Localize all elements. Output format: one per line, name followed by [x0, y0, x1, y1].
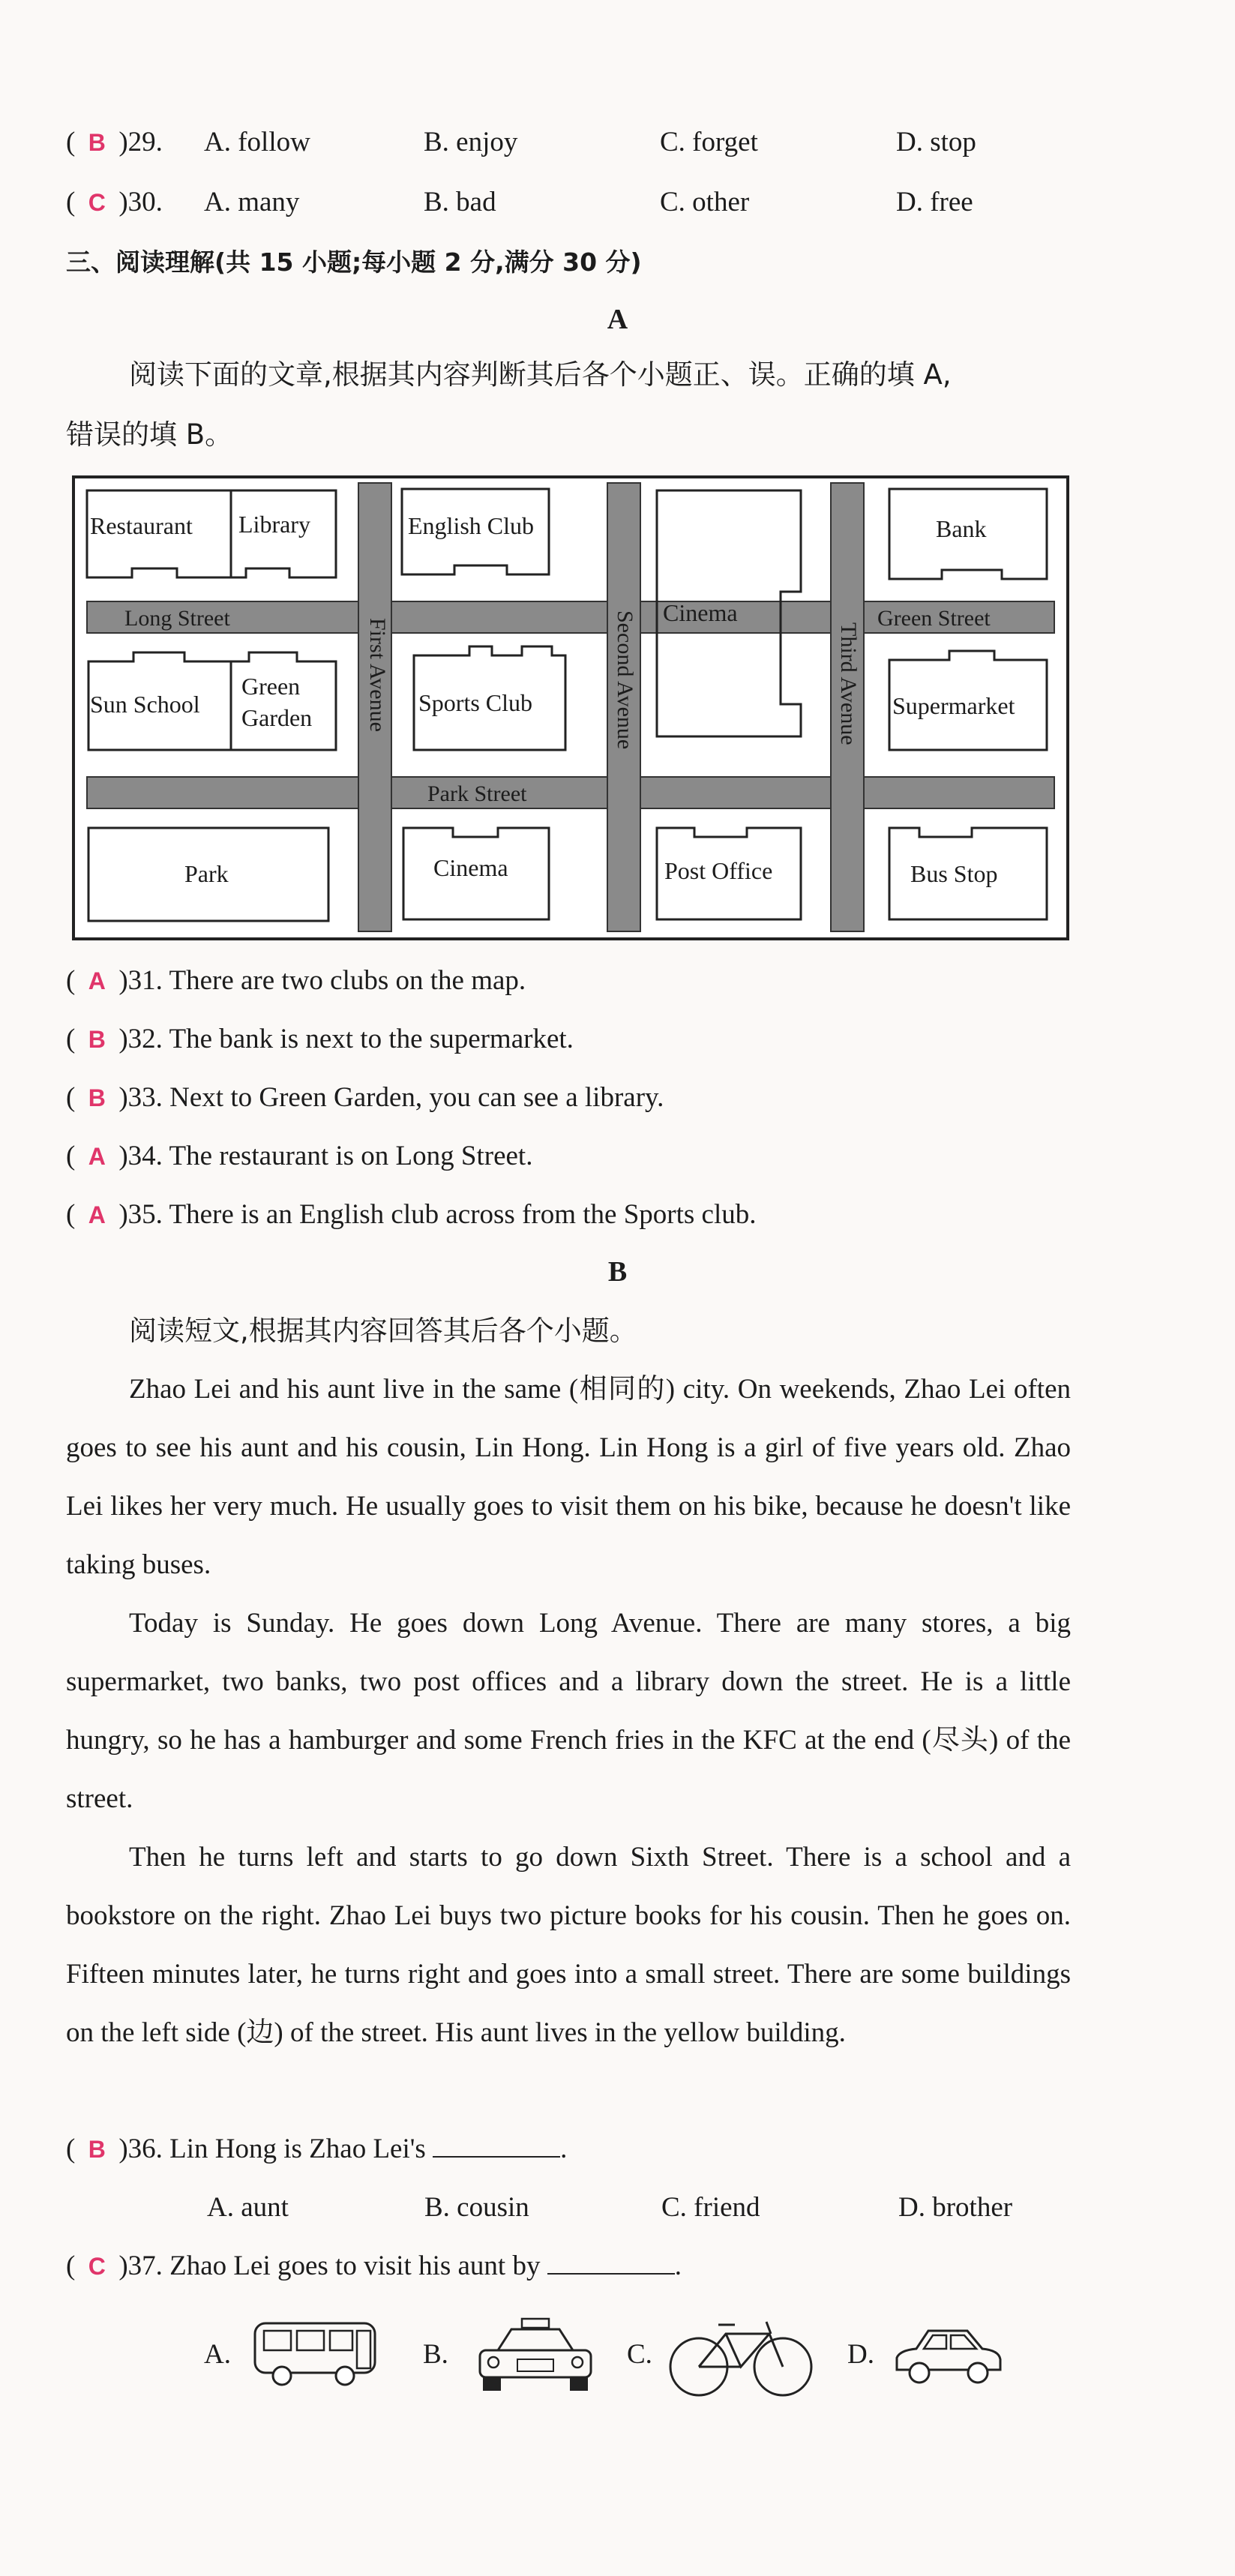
passage-paragraph-3: Then he turns left and starts to go down Sixth Street. There is a school and a bookstore on the right. Zhao Lei buys two picture books for his cousin. Then he goes on. Fifteen minutes later, he turns right and goes into a small street. There are some buildings on the left side (边) of the street. His aunt lives in the yellow building. [66, 1842, 1071, 2048]
label-library: Library [238, 511, 310, 538]
q37-option-c-label: C. [627, 2339, 652, 2370]
answer-29: B [88, 129, 106, 156]
car-icon [889, 2323, 1006, 2391]
question-30: ( C )30. [66, 180, 163, 225]
q37-option-a-label: A. [204, 2339, 231, 2370]
q30-option-d: D. free [896, 187, 973, 217]
q37-option-b-label: B. [423, 2339, 448, 2370]
question-29: ( B )29. [66, 120, 163, 165]
label-garden: Garden [241, 704, 313, 731]
answer-33: B [88, 1084, 106, 1111]
bus-icon [252, 2320, 379, 2389]
q29-option-b: B. enjoy [424, 127, 518, 157]
q36-option-b: B. cousin [424, 2192, 529, 2223]
q29-option-a: A. follow [204, 127, 310, 157]
question-36: ( B )36. Lin Hong is Zhao Lei's . [66, 2127, 567, 2172]
label-english-club: English Club [408, 512, 535, 539]
label-long-street: Long Street [124, 606, 230, 631]
answer-blank [433, 2128, 560, 2158]
answer-blank [547, 2245, 675, 2275]
label-supermarket: Supermarket [892, 692, 1015, 719]
question-31: ( A )31. There are two clubs on the map. [66, 958, 526, 1003]
bicycle-icon [666, 2313, 816, 2400]
answer-31: A [88, 967, 106, 994]
answer-32: B [88, 1026, 106, 1053]
label-cinema-tall: Cinema [663, 599, 738, 626]
question-35: ( A )35. There is an English club across from the Sports club. [66, 1192, 756, 1237]
q29-option-c: C. forget [660, 127, 758, 157]
part-a-instruction-line1: 阅读下面的文章,根据其内容判断其后各个小题正、误。正确的填 A, [129, 358, 952, 391]
passage-paragraph-1: Zhao Lei and his aunt live in the same (相同的) city. On weekends, Zhao Lei often goes to see his aunt and his cousin, Lin Hong. Lin Hong is a girl of five years old. Zhao Lei likes her very much. He usually goes to visit them on his bike, because he doesn't like taking buses. [66, 1374, 1071, 1580]
part-b-instruction: 阅读短文,根据其内容回答其后各个小题。 [129, 1315, 637, 1347]
part-a-label: A [607, 304, 628, 335]
answer-37: C [88, 2253, 106, 2280]
q36-option-d: D. brother [898, 2192, 1013, 2223]
label-sports-club: Sports Club [418, 689, 533, 716]
passage-paragraph-2: Today is Sunday. He goes down Long Avenue. There are many stores, a big supermarket, two banks, two post offices and a library down the street. He is a little hungry, so he has a hamburger and some French fries in the KFC at the end (尽头) of the street. [66, 1608, 1071, 1814]
q30-option-c: C. other [660, 187, 750, 217]
label-park-street: Park Street [427, 781, 527, 806]
section-3-heading: 三、阅读理解(共 15 小题;每小题 2 分,满分 30 分) [66, 247, 642, 277]
question-34: ( A )34. The restaurant is on Long Street. [66, 1134, 532, 1179]
question-33: ( B )33. Next to Green Garden, you can see a library. [66, 1075, 664, 1120]
label-bank: Bank [936, 515, 987, 542]
answer-30: C [88, 189, 106, 216]
park-street-road [87, 777, 1054, 808]
taxi-icon [475, 2314, 595, 2397]
answer-36: B [88, 2136, 106, 2163]
question-37: ( C )37. Zhao Lei goes to visit his aunt by . [66, 2244, 682, 2289]
q36-option-a: A. aunt [207, 2192, 289, 2223]
q37-option-d-label: D. [847, 2339, 874, 2370]
label-green: Green [241, 673, 301, 700]
label-restaurant: Restaurant [90, 512, 193, 539]
label-third-avenue: Third Avenue [836, 622, 861, 745]
part-a-instruction-line2: 错误的填 B。 [66, 418, 233, 451]
q30-option-b: B. bad [424, 187, 496, 217]
street-map [72, 475, 1069, 940]
label-sun-school: Sun School [90, 691, 200, 718]
label-bus-stop: Bus Stop [910, 860, 998, 887]
label-cinema: Cinema [433, 854, 508, 881]
answer-34: A [88, 1143, 106, 1170]
label-first-avenue: First Avenue [365, 618, 390, 732]
q36-option-c: C. friend [661, 2192, 760, 2223]
label-park: Park [184, 860, 229, 887]
label-second-avenue: Second Avenue [613, 610, 637, 750]
q29-option-d: D. stop [896, 127, 976, 157]
label-post-office: Post Office [664, 857, 773, 884]
q30-option-a: A. many [204, 187, 300, 217]
question-32: ( B )32. The bank is next to the supermarket. [66, 1017, 574, 1062]
label-green-street: Green Street [877, 606, 991, 631]
answer-35: A [88, 1201, 106, 1228]
part-b-label: B [607, 1256, 628, 1288]
